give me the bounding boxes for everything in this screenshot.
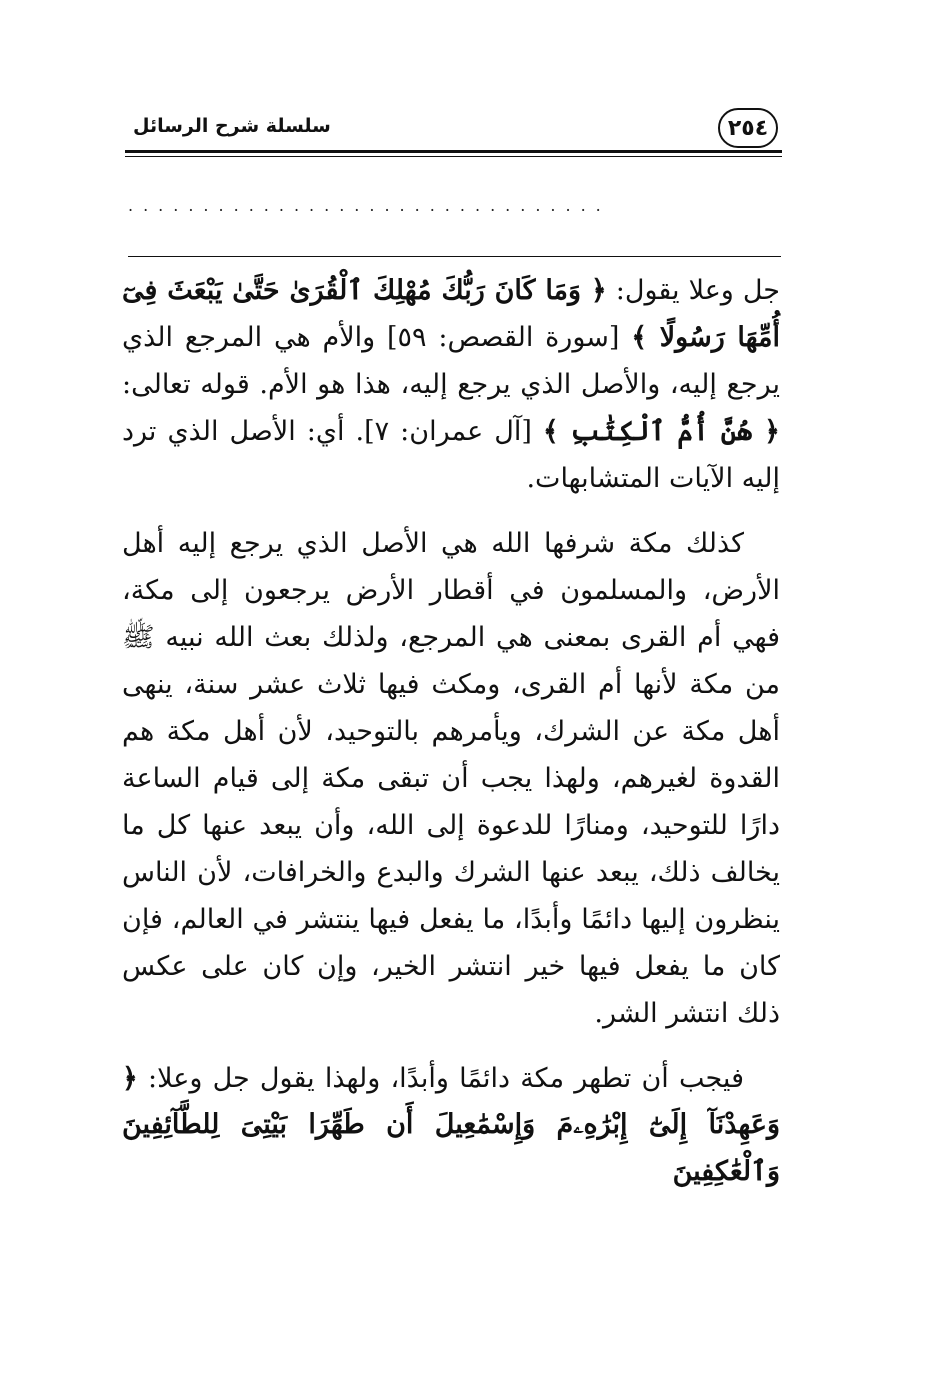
paragraph-text: [سورة القصص: ٥٩] والأم هي المرجع الذي يرجع إليه، والأصل الذي يرجع إليه، هذا هو الأم. قوله تعالى:	[122, 321, 780, 400]
quran-verse: ﴿ وَمَا كَانَ رَبُّكَ مُهْلِكَ ٱلْقُرَىٰ حَتَّىٰ يَبْعَثَ فِىٓ أُمِّهَا رَسُولًا ﴾	[122, 275, 780, 353]
dotted-separator: ................................	[128, 196, 611, 215]
separator-rule	[128, 256, 781, 257]
paragraph-text: فيجب أن تطهر مكة دائمًا وأبدًا، ولهذا يقول جل وعلا:	[137, 1062, 744, 1094]
page-body	[122, 268, 780, 1196]
paragraph	[122, 268, 780, 503]
paragraph-text: [آل عمران: ٧]. أي: الأصل الذي ترد إليه الآيات المتشابهات.	[122, 415, 780, 494]
page-header	[125, 105, 782, 157]
paragraph-text: جل وعلا يقول:	[606, 275, 780, 306]
header-rule	[125, 150, 782, 157]
quran-verse: ﴿ هُنَّ أُمُّ ٱلْكِتَٰبِ ﴾	[542, 415, 780, 447]
page-number: ٢٥٤	[718, 108, 778, 148]
paragraph: كذلك مكة شرفها الله هي الأصل الذي يرجع إليه أهل الأرض، والمسلمون في أقطار الأرض يرجعون إلى مكة، فهي أم القرى بمعنى هي المرجع، ولذلك بعث الله نبيه ﷺ من مكة لأنها أم القرى، ومكث فيها ثلاث عشر سنة، ينهى أهل مكة عن الشرك، ويأمرهم بالتوحيد، لأن أهل مكة هم القدوة لغيرهم، ولهذا يجب أن تبقى مكة إلى قيام الساعة دارًا للتوحيد، ومنارًا للدعوة إلى الله، وأن يبعد عنها كل ما يخالف ذلك، يبعد عنها الشرك والبدع والخرافات، لأن الناس ينظرون إليها دائمًا وأبدًا، ما يفعل فيها ينتشر في العالم، فإن كان ما يفعل فيها خير انتشر الخير، وإن كان على عكس ذلك انتشر الشر.	[122, 527, 780, 1029]
series-title: سلسلة شرح الرسائل	[133, 115, 331, 137]
quran-verse: ﴿ وَعَهِدْنَآ إِلَىٰٓ إِبْرَٰهِۦمَ وَإِسْمَٰعِيلَ أَن طَهِّرَا بَيْتِىَ لِلطَّآئِفِينَ وَٱلْعَٰكِفِينَ	[122, 1062, 780, 1188]
paragraph	[122, 1056, 780, 1197]
